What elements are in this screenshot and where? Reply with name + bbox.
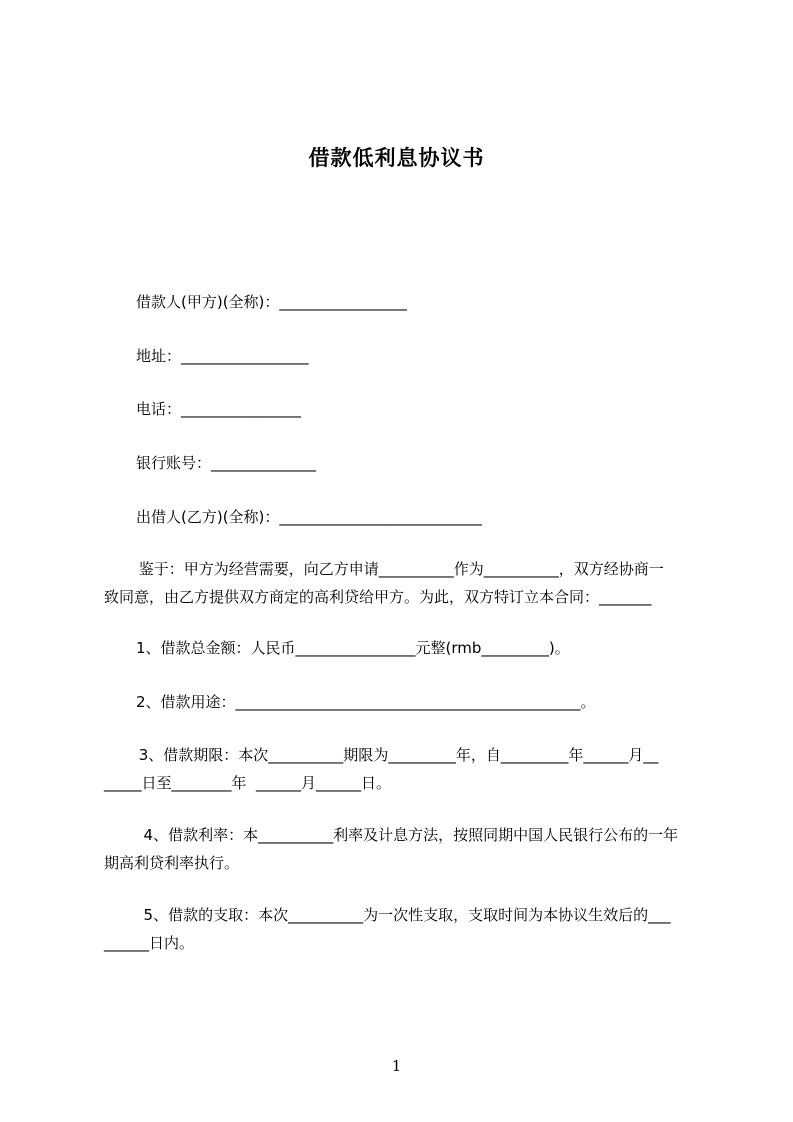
clause-5 [104, 901, 704, 957]
preamble-paragraph [104, 555, 704, 611]
clause-4-line-2: 期高利贷利率执行。 [104, 854, 240, 872]
document-title: 借款低利息协议书 [308, 146, 485, 170]
clause-3 [104, 741, 704, 797]
address-field: 地址：_________________ [136, 347, 309, 365]
clause-5-line-1: 5、借款的支取：本次__________为一次性支取，支取时间为本协议生效后的___ [134, 906, 671, 924]
clause-2: 2、借款用途：______________________________________________。 [136, 693, 596, 711]
preamble-line-1: 鉴于：甲方为经营需要，向乙方申请__________作为__________，双方经协商一 [134, 560, 664, 578]
clause-4-line-1: 4、借款利率：本__________利率及计息方法，按照同期中国人民银行公布的一年 [134, 826, 679, 844]
clause-1: 1、借款总金额：人民币________________元整(rmb_________)。 [136, 639, 570, 657]
bank-account-field: 银行账号：______________ [136, 454, 317, 472]
borrower-field: 借款人(甲方)(全称)：_________________ [136, 293, 407, 311]
lender-field: 出借人(乙方)(全称)：___________________________ [136, 508, 482, 526]
phone-field: 电话：________________ [136, 400, 302, 418]
page-number: 1 [391, 1057, 402, 1075]
preamble-line-2: 致同意，由乙方提供双方商定的高利贷给甲方。为此，双方特订立本合同：_______ [104, 588, 652, 606]
clause-3-line-2: _____日至________年 ______月______日。 [104, 774, 392, 792]
clause-3-line-1: 3、借款期限：本次__________期限为_________年，自_________年______月__ [134, 746, 659, 764]
clause-5-line-2: ______日内。 [104, 934, 195, 952]
clause-4 [104, 821, 704, 877]
